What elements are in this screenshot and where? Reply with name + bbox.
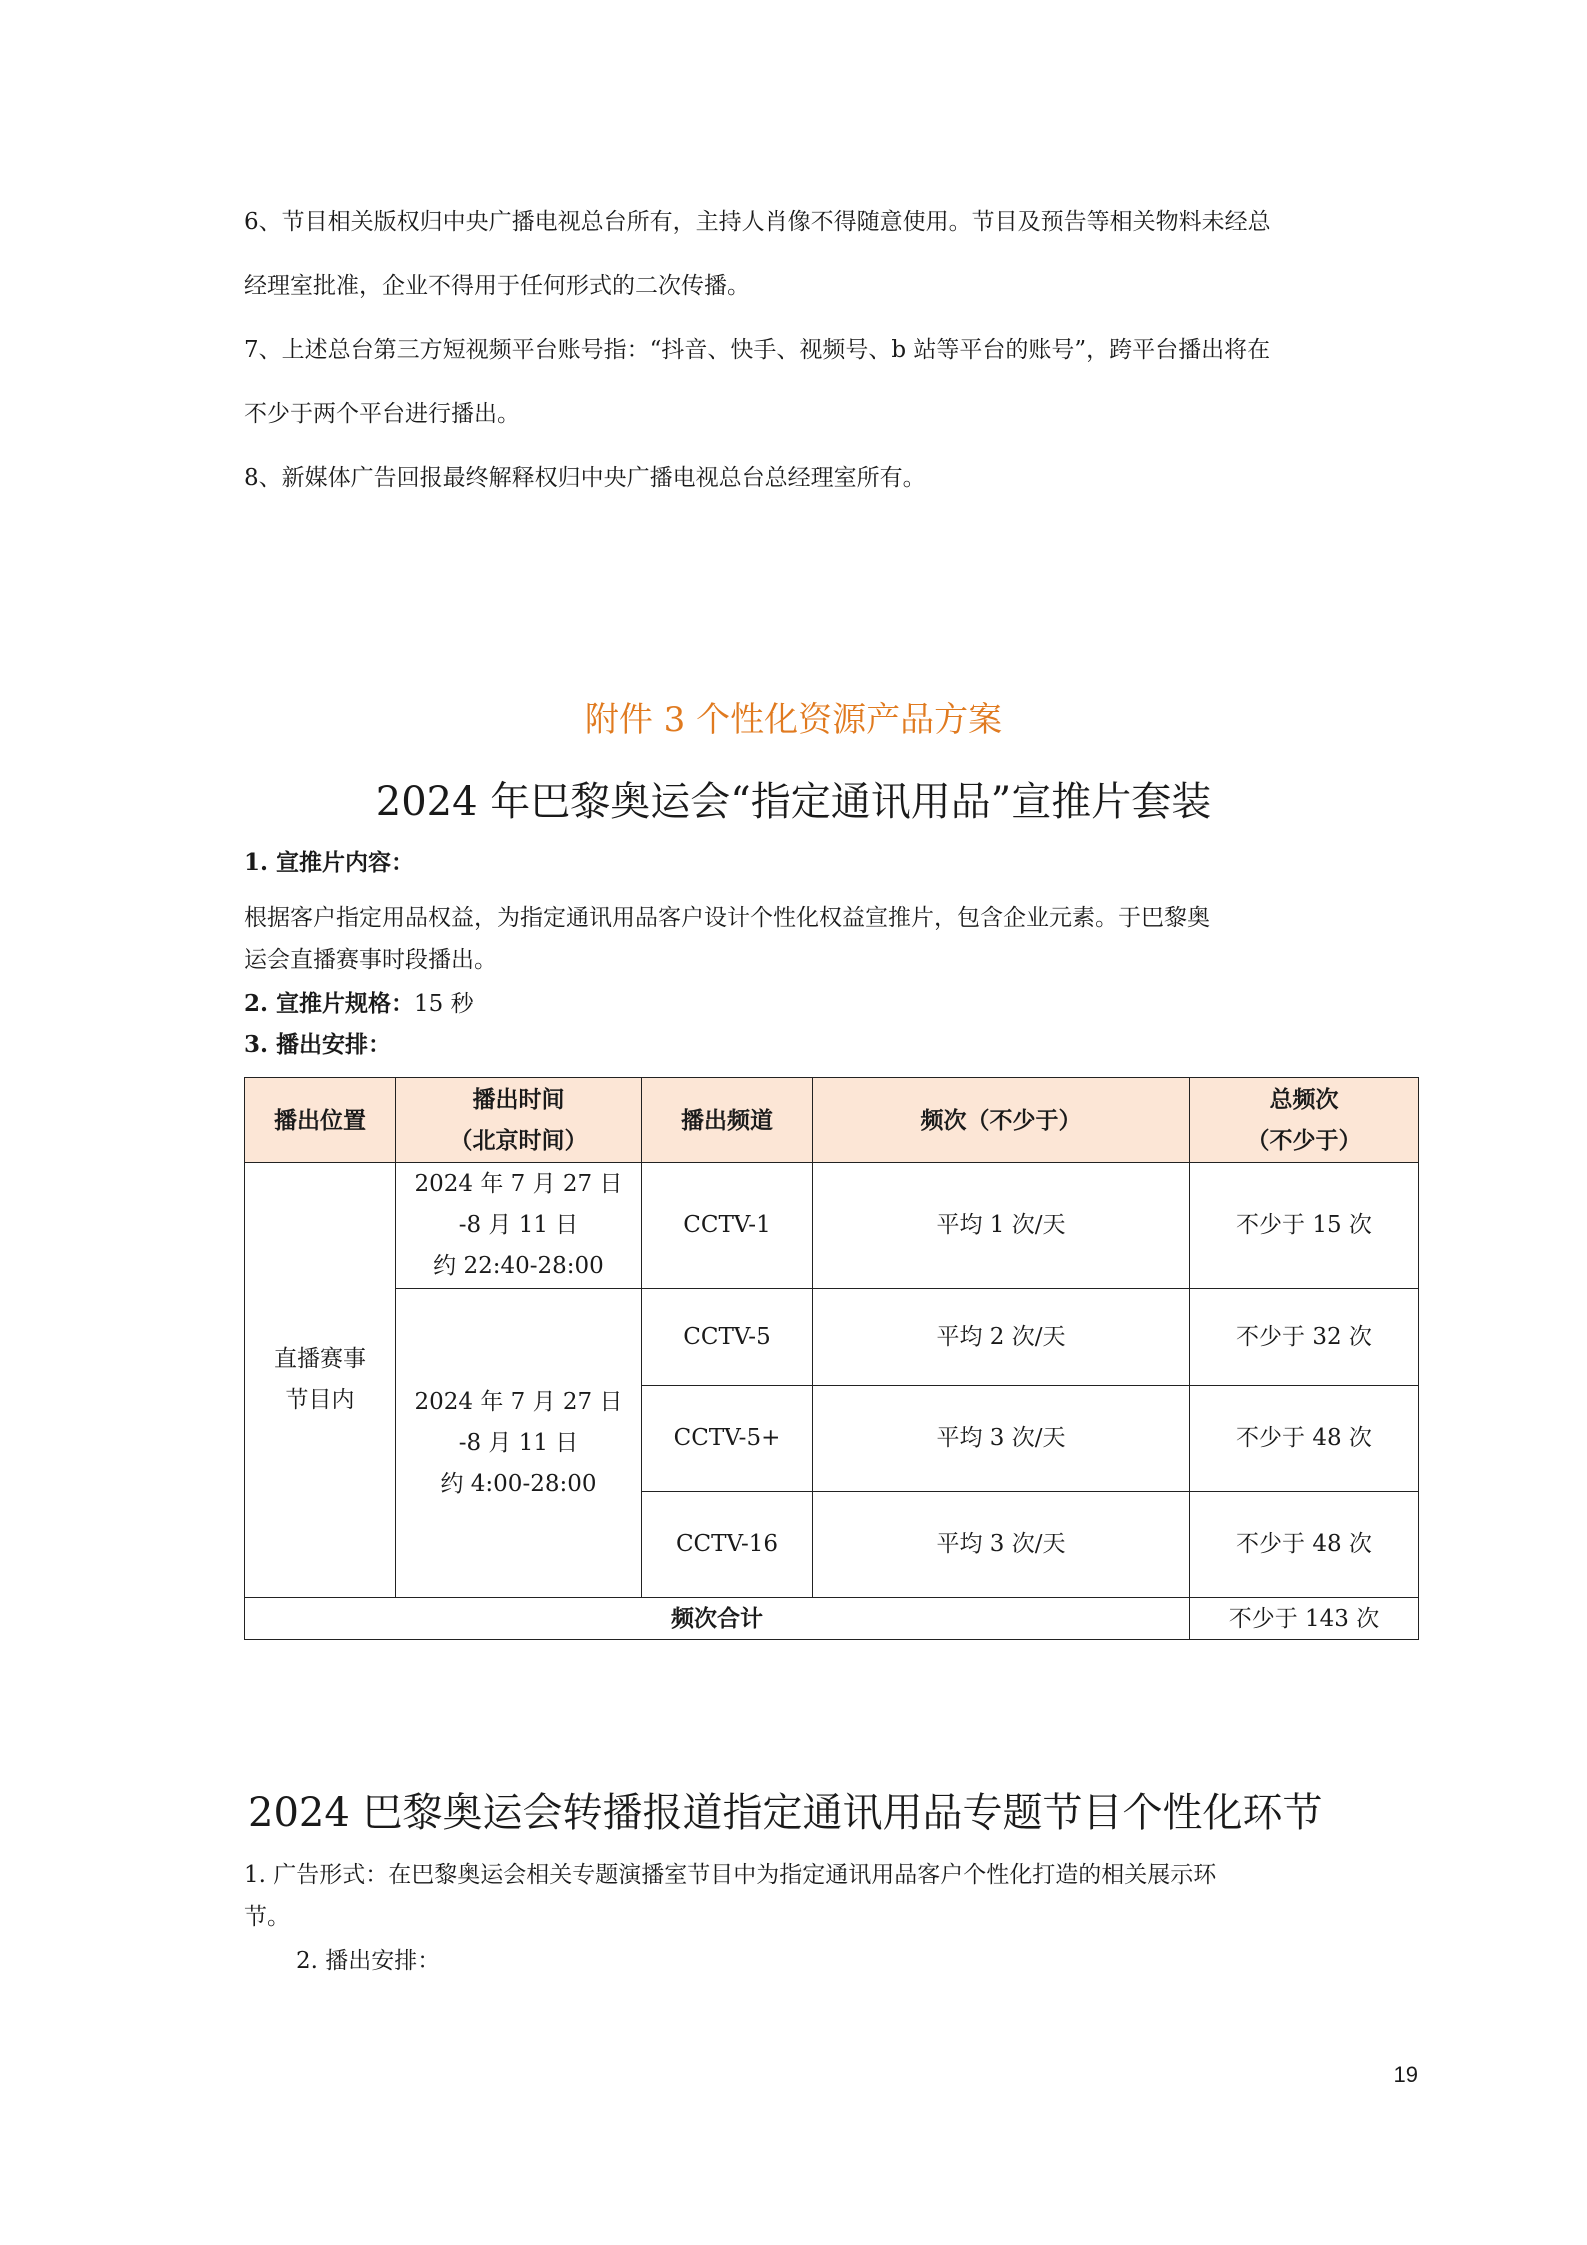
total-cell: 不少于 15 次 bbox=[1190, 1163, 1419, 1289]
frequency-cell: 平均 3 次/天 bbox=[813, 1386, 1190, 1492]
time-1-line-1: 2024 年 7 月 27 日 bbox=[414, 1171, 623, 1197]
spec-value: 15 秒 bbox=[414, 991, 474, 1017]
note-6-line-2: 经理室批准，企业不得用于任何形式的二次传播。 bbox=[244, 273, 750, 299]
channel-cell: CCTV-5+ bbox=[642, 1386, 813, 1492]
spec-label: 2. 宣推片规格： bbox=[244, 990, 415, 1017]
note-7-line-1: 7、上述总台第三方短视频平台账号指：“抖音、快手、视频号、b 站等平台的账号”，跨平台播出将在 bbox=[244, 337, 1271, 363]
table-summary-row bbox=[245, 1598, 1419, 1640]
table-row bbox=[245, 1163, 1419, 1289]
time-1-line-2: -8 月 11 日 bbox=[458, 1212, 579, 1238]
header-time-line-2: （北京时间） bbox=[449, 1127, 588, 1154]
section-2-schedule-heading: 2. 播出安排： bbox=[296, 1948, 441, 1974]
total-cell: 不少于 48 次 bbox=[1190, 1492, 1419, 1598]
ad-form-line-1: 1. 广告形式：在巴黎奥运会相关专题演播室节目中为指定通讯用品客户个性化打造的相关展示环 bbox=[244, 1862, 1217, 1888]
summary-label: 频次合计 bbox=[245, 1598, 1190, 1640]
header-total-line-1: 总频次 bbox=[1269, 1086, 1339, 1113]
appendix-title: 附件 3 个性化资源产品方案 bbox=[584, 700, 1003, 740]
time-2-line-1: 2024 年 7 月 27 日 bbox=[414, 1388, 623, 1415]
channel-cell: CCTV-16 bbox=[642, 1492, 813, 1598]
content-line-2: 运会直播赛事时段播出。 bbox=[244, 947, 497, 973]
header-position: 播出位置 bbox=[245, 1078, 396, 1163]
position-line-1: 直播赛事 bbox=[274, 1346, 366, 1372]
time-2-line-2: -8 月 11 日 bbox=[458, 1429, 579, 1456]
header-total bbox=[1190, 1078, 1419, 1163]
channel-cell: CCTV-1 bbox=[642, 1163, 813, 1289]
content-line-1: 根据客户指定用品权益，为指定通讯用品客户设计个性化权益宣推片，包含企业元素。于巴黎奥 bbox=[244, 905, 1210, 931]
time-cell-2 bbox=[396, 1289, 642, 1598]
note-6-line-1: 6、节目相关版权归中央广播电视总台所有，主持人肖像不得随意使用。节目及预告等相关物料未经总 bbox=[244, 209, 1271, 235]
header-total-line-2: （不少于） bbox=[1246, 1127, 1362, 1154]
note-7-line-2: 不少于两个平台进行播出。 bbox=[244, 401, 520, 427]
table-row bbox=[245, 1289, 1419, 1386]
content-heading: 1. 宣推片内容： bbox=[244, 849, 415, 876]
total-cell: 不少于 48 次 bbox=[1190, 1386, 1419, 1492]
schedule-heading: 3. 播出安排： bbox=[244, 1031, 392, 1058]
page-number: 19 bbox=[1393, 2062, 1418, 2087]
time-1-line-3: 约 22:40-28:00 bbox=[433, 1253, 604, 1279]
header-channel: 播出频道 bbox=[642, 1078, 813, 1163]
header-time bbox=[396, 1078, 642, 1163]
ad-form-line-2: 节。 bbox=[244, 1904, 290, 1930]
note-8: 8、新媒体广告回报最终解释权归中央广播电视总台总经理室所有。 bbox=[244, 465, 926, 491]
schedule-table bbox=[244, 1077, 1419, 1640]
table-header-row bbox=[245, 1078, 1419, 1163]
frequency-cell: 平均 2 次/天 bbox=[813, 1289, 1190, 1386]
header-frequency: 频次（不少于） bbox=[813, 1078, 1190, 1163]
summary-total: 不少于 143 次 bbox=[1190, 1598, 1419, 1640]
channel-cell: CCTV-5 bbox=[642, 1289, 813, 1386]
section-1-title: 2024 年巴黎奥运会“指定通讯用品”宣推片套装 bbox=[375, 779, 1212, 825]
header-time-line-1: 播出时间 bbox=[472, 1086, 565, 1113]
frequency-cell: 平均 3 次/天 bbox=[813, 1492, 1190, 1598]
section-2-title: 2024 巴黎奥运会转播报道指定通讯用品专题节目个性化环节 bbox=[248, 1790, 1323, 1836]
spec-line bbox=[244, 987, 474, 1021]
frequency-cell: 平均 1 次/天 bbox=[813, 1163, 1190, 1289]
time-cell-1 bbox=[396, 1163, 642, 1289]
position-cell bbox=[245, 1163, 396, 1598]
total-cell: 不少于 32 次 bbox=[1190, 1289, 1419, 1386]
position-line-2: 节目内 bbox=[285, 1387, 355, 1413]
time-2-line-3: 约 4:00-28:00 bbox=[440, 1470, 597, 1497]
